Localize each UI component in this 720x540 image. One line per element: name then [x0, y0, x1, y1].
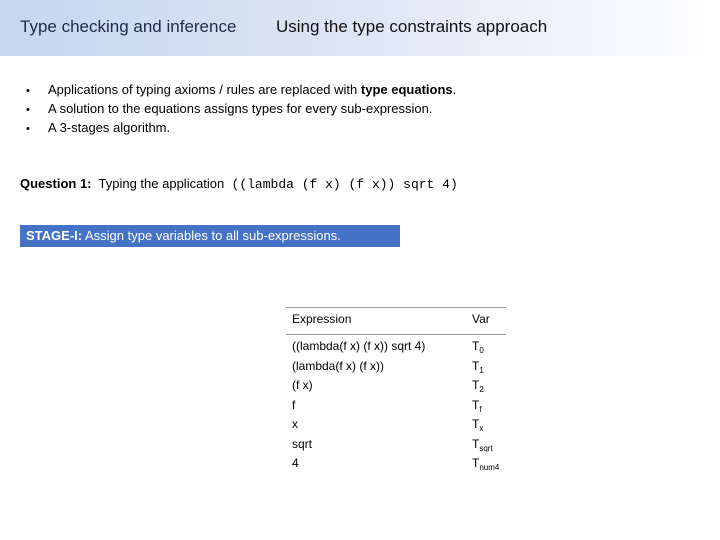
column-header-var: Var [472, 312, 490, 326]
cell-var: $T_1$ [472, 358, 484, 375]
cell-expression: ((lambda(f x) (f x)) sqrt 4) [292, 339, 426, 353]
table-row [286, 339, 506, 359]
bullet-icon: • [26, 85, 30, 97]
cell-var: $T_2$ [472, 378, 484, 394]
stage-text: Assign type variables to all sub-expressions. [85, 228, 341, 243]
bullet-icon: • [26, 123, 30, 135]
slide-title: Type checking and inference [20, 17, 237, 36]
table-row [286, 398, 506, 418]
question-text: Typing the application [98, 176, 225, 191]
table-header-rule [286, 334, 506, 335]
bullet-item [26, 81, 456, 100]
question-line [20, 176, 458, 192]
cell-expression: 4 [292, 456, 299, 470]
bullet-icon: • [26, 104, 30, 116]
bullet-text: A 3-stages algorithm. [48, 120, 171, 135]
cell-expression: x [292, 417, 298, 431]
bullet-item [26, 100, 456, 119]
table-row [286, 417, 506, 437]
cell-expression: (lambda(f x) (f x)) [292, 358, 385, 373]
slide-subtitle: Using the type constraints approach [276, 17, 548, 36]
bullet-text: A solution to the equations assigns types for every sub-expression. [48, 101, 433, 116]
stage-banner [20, 225, 400, 247]
cell-expression: sqrt [292, 436, 313, 451]
table-top-rule [286, 307, 506, 308]
bullet-list [26, 81, 456, 138]
table-row [286, 437, 506, 457]
question-code: ((lambda (f x) (f x)) sqrt 4) [231, 177, 458, 192]
cell-var: $T_0$ [472, 339, 484, 355]
table-body [286, 339, 506, 476]
column-header-expression: Expression [292, 312, 352, 326]
bullet-text: Applications of typing axioms / rules are replaced with type equations. [48, 82, 457, 97]
cell-var: $T_{num4}$ [472, 456, 500, 472]
table-row [286, 378, 506, 398]
cell-var: $T_x$ [472, 417, 484, 433]
cell-expression: (f x) [292, 378, 313, 392]
question-label: Question 1: [20, 176, 92, 191]
table-row [286, 456, 506, 476]
bullet-item [26, 119, 456, 138]
stage-label: STAGE-I: [26, 228, 83, 243]
cell-var: $T_{sqrt}$ [472, 436, 493, 453]
table-row [286, 359, 506, 379]
cell-var: $T_f$ [472, 397, 482, 414]
cell-expression: f [292, 397, 296, 412]
